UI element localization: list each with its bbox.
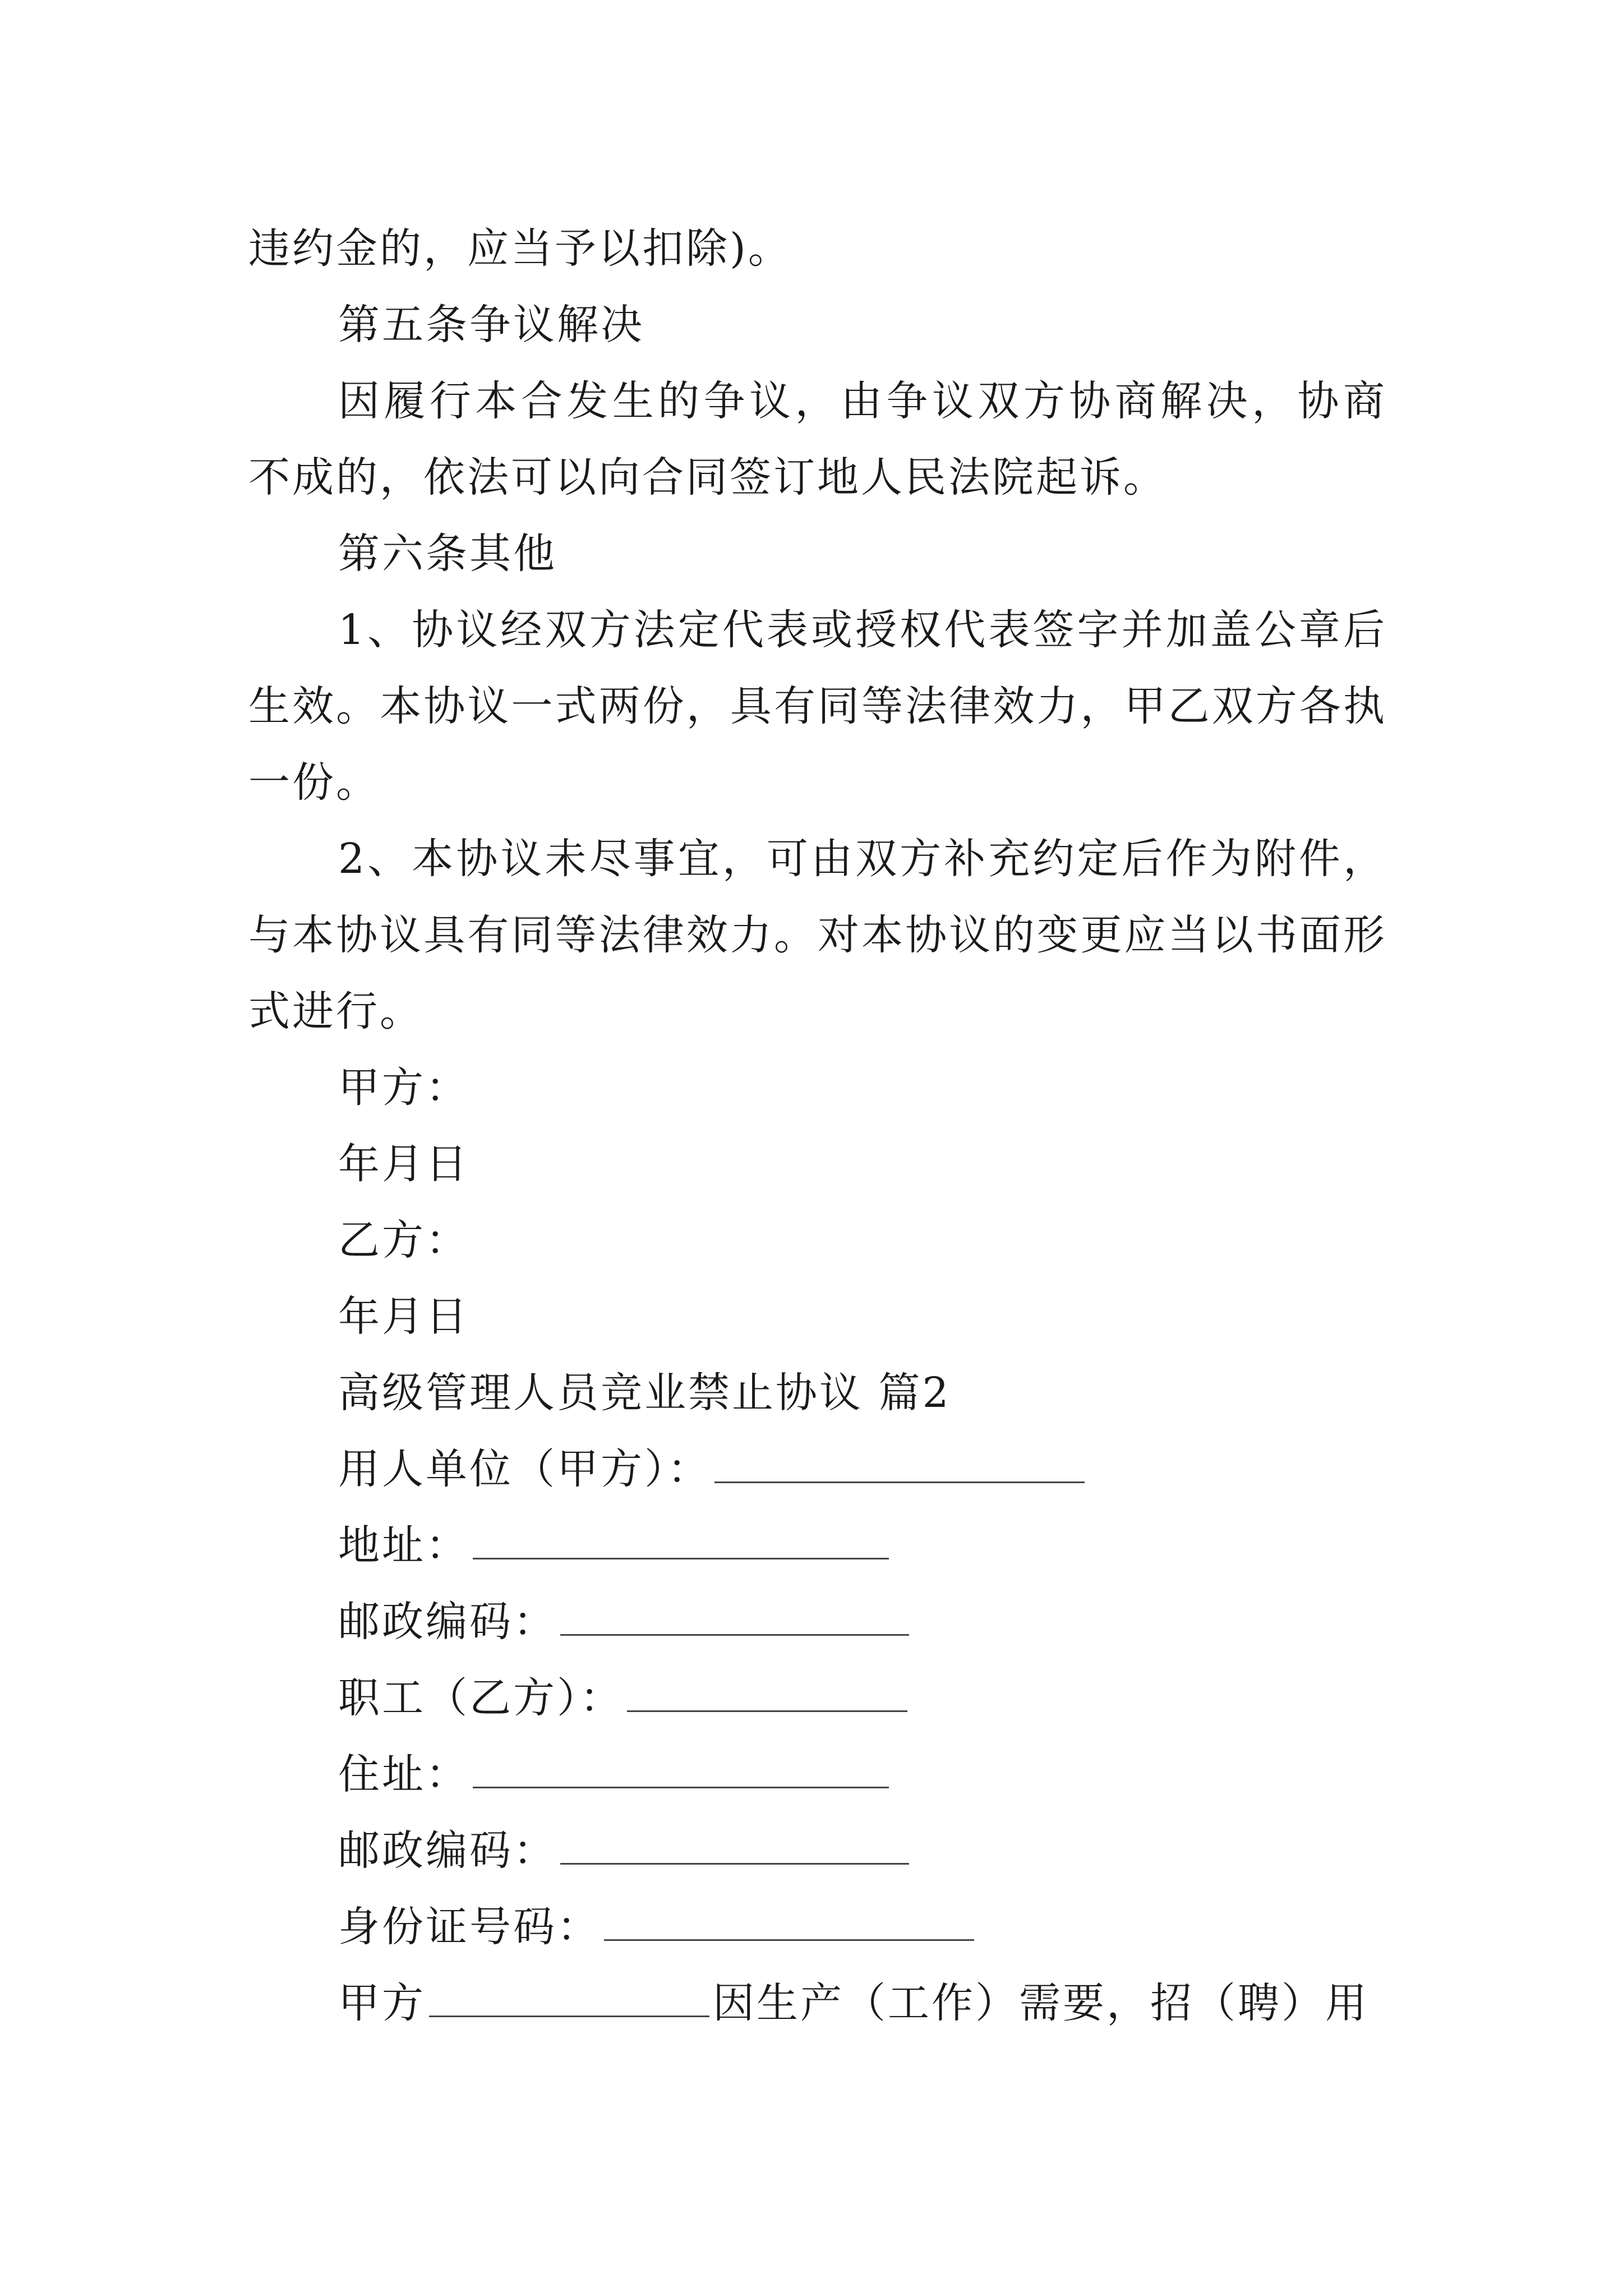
residence-blank-line (473, 1753, 889, 1788)
employer-label: 用人单位（甲方）： (338, 1445, 711, 1493)
party-a-date: 年月日 (338, 1140, 469, 1188)
party-a-name-blank-line (429, 1982, 709, 2017)
article-6-item-2: 2、本协议未尽事宜，可由双方补充约定后作为附件，与本协议具有同等法律效力。对本协议的变更应当以书面形式进行。 (248, 835, 1387, 1036)
document-body (248, 210, 1387, 2041)
postcode-b-blank-line (560, 1829, 909, 1865)
address-label: 地址： (338, 1521, 469, 1570)
postcode-a-label: 邮政编码： (338, 1598, 557, 1646)
residence-field (248, 1736, 1387, 1812)
address-blank-line (473, 1524, 889, 1559)
party-a-signature-label: 甲方： (338, 1064, 469, 1112)
article-5-heading: 第五条争议解决 (338, 301, 644, 349)
article-6-heading: 第六条其他 (338, 530, 557, 578)
article-6-item-1: 1、协议经双方法定代表或授权代表签字并加盖公章后生效。本协议一式两份，具有同等法律效力，甲乙双方各执一份。 (248, 606, 1387, 807)
employee-blank-line (627, 1677, 907, 1712)
recruitment-prefix: 甲方 (338, 1979, 426, 2027)
party-b-signature-label: 乙方： (338, 1216, 469, 1264)
recruitment-suffix: 因生产（工作）需要，招（聘）用 (713, 1979, 1369, 2027)
postcode-b-label: 邮政编码： (338, 1826, 557, 1875)
employee-label: 职工（乙方）： (338, 1674, 624, 1722)
party-b-date: 年月日 (338, 1292, 469, 1341)
employee-field (248, 1660, 1387, 1736)
postcode-b-field (248, 1812, 1387, 1889)
id-number-label: 身份证号码： (338, 1903, 601, 1951)
id-number-field (248, 1889, 1387, 1965)
article-5-body: 因履行本合发生的争议，由争议双方协商解决，协商不成的，依法可以向合同签订地人民法院起诉。 (248, 377, 1387, 501)
recruitment-line (248, 1965, 1387, 2041)
section-2-title: 高级管理人员竞业禁止协议 篇2 (338, 1369, 951, 1417)
paragraph-continuation: 违约金的，应当予以扣除)。 (248, 224, 792, 273)
id-number-blank-line (604, 1906, 974, 1941)
postcode-a-blank-line (560, 1600, 909, 1636)
employer-field (248, 1431, 1387, 1507)
employer-blank-line (714, 1448, 1085, 1483)
residence-label: 住址： (338, 1750, 469, 1798)
address-field (248, 1507, 1387, 1584)
postcode-a-field (248, 1584, 1387, 1660)
